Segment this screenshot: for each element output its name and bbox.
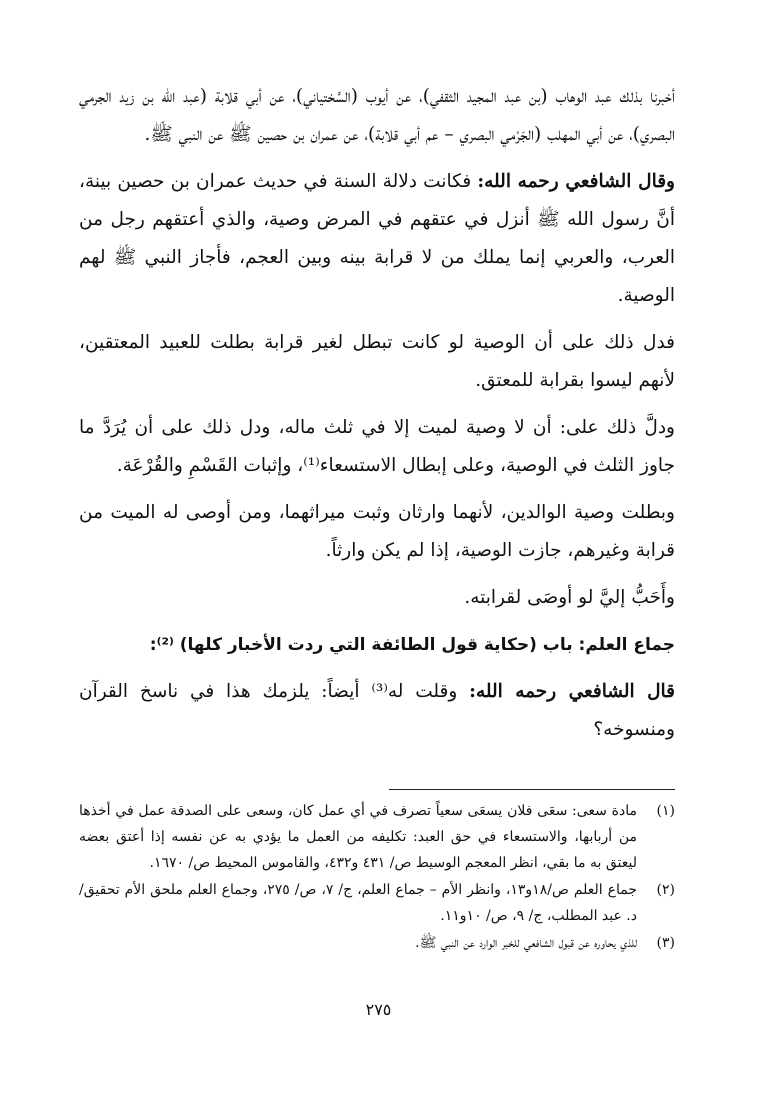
footnote-text: جماع العلم ص/١٨و١٣، وانظر الأم – جماع العلم، ج/ ٧، ص/ ٢٧٥، وجماع العلم ملحق الأم تحقيق/ د. عبد المطلب، ج/ ٩، ص/ ١٠و١١. — [79, 882, 637, 924]
closing-paragraph — [79, 673, 675, 749]
paragraph-2 — [79, 163, 675, 315]
paragraph-4 — [79, 409, 675, 485]
paragraph-text: ودلَّ ذلك على: أن لا وصية لميت إلا في ثلث ماله، ودل ذلك على أن يُرَدَّ ما جاوز الثلث في الوصية، وعلى إبطال الاستسعاء⁽¹⁾، وإثبات القَسْمِ والقُرْعَة. — [79, 417, 675, 476]
footnote-mark: (١) — [656, 803, 675, 819]
footnotes — [79, 798, 675, 957]
footnote-mark: (٢) — [656, 882, 675, 898]
footnote-separator — [389, 789, 675, 790]
paragraph-text: وأَحَبُّ إليَّ لو أوصَى لقرابته. — [464, 587, 675, 608]
footnote-mark: (٣) — [656, 935, 675, 951]
paragraph-text: فدل ذلك على أن الوصية لو كانت تبطل لغير قرابة بطلت للعبيد المعتقين، لأنهم ليسوا بقرابة للمعتق. — [79, 332, 675, 391]
footnote-1 — [79, 798, 675, 876]
paragraph-lead: وقال الشافعي رحمه الله: — [477, 171, 675, 192]
section-heading: جماع العلم: باب (حكاية قول الطائفة التي ردت الأخبار كلها) ⁽²⁾: — [149, 635, 675, 655]
footnote-2 — [79, 877, 675, 929]
paragraph-text: وقلت له⁽³⁾ أيضاً: يلزمك هذا في ناسخ القرآن ومنسوخه؟ — [79, 681, 675, 740]
main-text — [79, 78, 675, 758]
paragraph-text: أخبرنا بذلك عبد الوهاب (بن عبد المجيد الثقفي)، عن أيوب (السَّختياني)، عن أبي قلابة (عبد الله بن زيد الجرمي البصري)، عن أبي المهلب (الجَرْمي البصري – عم أبي قلابة)، عن عمران بن حصين ﷺ عن النبي ﷺ. — [79, 86, 675, 145]
footnote-text: مادة سعى: سعَى فلان يسعَى سعياً تصرف في أي عمل كان، وسعى على الصدقة عمل في أخذها من أربابها، والاستسعاء في حق العبد: تكليفه من العمل ما يؤدي به عن نفسه إذا أعتق بعضه ليعتق به ما بقي، انظر المعجم الوسيط ص/ ٤٣١ و٤٣٢، والقاموس المحيط ص/ ١٦٧٠. — [79, 803, 637, 871]
paragraph-5 — [79, 494, 675, 570]
paragraph-text: فكانت دلالة السنة في حديث عمران بن حصين بينة، أنَّ رسول الله ﷺ أنزل في عتقهم في المرض وصية، والذي أعتقهم رجل من العرب، والعربي إنما يملك من لا قرابة بينه وبين العجم، فأجاز النبي ﷺ لهم الوصية. — [79, 171, 675, 306]
footnote-text: للذي يحاوره عن قبول الشافعي للخبر الوارد عن النبي ﷺ. — [415, 935, 637, 951]
paragraph-text: وبطلت وصية الوالدين، لأنهما وارثان وثبت ميراثهما، ومن أوصى له الميت من قرابة وغيرهم، جازت الوصية، إذا لم يكن وارثاً. — [79, 502, 675, 561]
paragraph-6 — [79, 579, 675, 617]
paragraph-1 — [79, 78, 675, 154]
paragraph-lead: قال الشافعي رحمه الله: — [469, 681, 675, 702]
footnote-3 — [79, 930, 675, 956]
page-number: ٢٧٥ — [365, 1000, 392, 1019]
paragraph-3 — [79, 324, 675, 400]
